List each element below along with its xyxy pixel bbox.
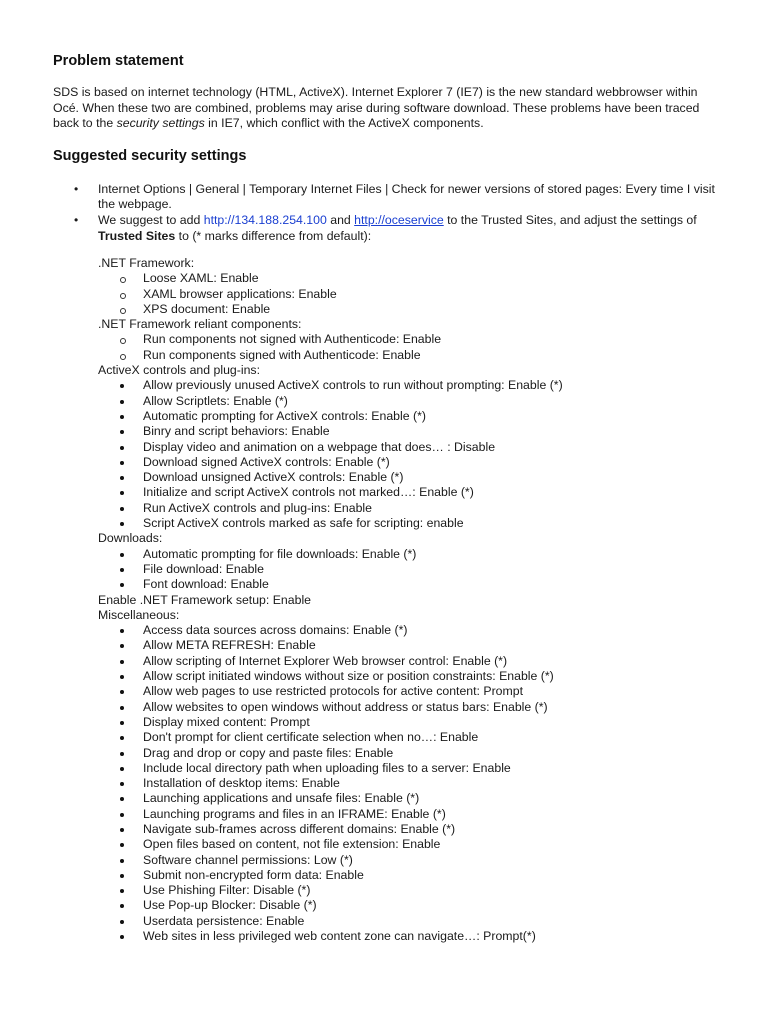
suggestion-text: We suggest to add <box>98 213 204 228</box>
list-item: Loose XAML: Enable <box>98 271 738 286</box>
list-item: Don't prompt for client certificate selection when no…: Enable <box>98 730 738 745</box>
list-item: Userdata persistence: Enable <box>98 914 738 929</box>
para-text: SDS is based on internet technology (HTML, ActiveX). Internet Explorer 7 (IE7) is the new standard webbrowser within Océ. When these two are combined, problems may arise during software download. These problems have been traced back to the <box>53 85 700 130</box>
list-item: Font download: Enable <box>98 577 738 592</box>
list-item: Allow script initiated windows without size or position constraints: Enable (*) <box>98 669 738 684</box>
suggestion-list <box>53 182 733 244</box>
link-oceservice[interactable]: http://oceservice <box>354 213 444 228</box>
para-italic-text: security settings <box>116 116 205 130</box>
para-text: in IE7, which conflict with the ActiveX components. <box>204 116 484 130</box>
list-item: Allow websites to open windows without address or status bars: Enable (*) <box>98 700 738 715</box>
list-item: Run components signed with Authenticode: Enable <box>98 348 738 363</box>
list-item: Run ActiveX controls and plug-ins: Enable <box>98 501 738 516</box>
suggestion-text: to the Trusted Sites, and adjust the settings of <box>443 213 697 228</box>
list-item: Automatic prompting for file downloads: Enable (*) <box>98 547 738 562</box>
suggestion-item <box>53 213 733 243</box>
link-ip-address[interactable]: http://134.188.254.100 <box>203 213 327 228</box>
list-item: Run components not signed with Authenticode: Enable <box>98 332 738 347</box>
list-item: Download signed ActiveX controls: Enable (*) <box>98 455 738 470</box>
list-item: Installation of desktop items: Enable <box>98 776 738 791</box>
list-item: XAML browser applications: Enable <box>98 287 738 302</box>
group-label-net-framework: .NET Framework: <box>98 256 195 270</box>
list-item: Launching programs and files in an IFRAME: Enable (*) <box>98 807 738 822</box>
activex-list <box>98 378 738 531</box>
list-item: Access data sources across domains: Enable (*) <box>98 623 738 638</box>
list-item: Script ActiveX controls marked as safe for scripting: enable <box>98 516 738 531</box>
list-item: Submit non-encrypted form data: Enable <box>98 868 738 883</box>
list-item: Binry and script behaviors: Enable <box>98 424 738 439</box>
list-item: Download unsigned ActiveX controls: Enable (*) <box>98 470 738 485</box>
list-item: Software channel permissions: Low (*) <box>98 853 738 868</box>
suggestion-text: to (* marks difference from default): <box>175 228 372 243</box>
group-label-activex: ActiveX controls and plug-ins: <box>98 363 260 378</box>
list-item: Display video and animation on a webpage that does… : Disable <box>98 440 738 455</box>
group-label-downloads: Downloads: <box>98 531 163 546</box>
suggestion-text: and <box>326 213 355 228</box>
heading-suggested-settings: Suggested security settings <box>53 148 247 164</box>
list-item: Automatic prompting for ActiveX controls: Enable (*) <box>98 409 738 424</box>
group-label-net-reliant: .NET Framework reliant components: <box>98 317 302 332</box>
misc-list <box>98 623 738 944</box>
list-item: Initialize and script ActiveX controls not marked…: Enable (*) <box>98 485 738 500</box>
list-item: Allow scripting of Internet Explorer Web browser control: Enable (*) <box>98 654 738 669</box>
list-item: Drag and drop or copy and paste files: Enable <box>98 746 738 761</box>
list-item: XPS document: Enable <box>98 302 738 317</box>
group-label-misc: Miscellaneous: <box>98 607 180 622</box>
list-item: Launching applications and unsafe files: Enable (*) <box>98 791 738 806</box>
list-item: Use Phishing Filter: Disable (*) <box>98 883 738 898</box>
net-reliant-list <box>98 332 738 363</box>
suggestion-text: Internet Options | General | Temporary Internet Files | Check for newer versions of stored pages: Every time I visit the webpage. <box>98 182 715 212</box>
trusted-sites-bold: Trusted Sites <box>98 228 176 243</box>
list-item: Allow web pages to use restricted protocols for active content: Prompt <box>98 684 738 699</box>
list-item: File download: Enable <box>98 562 738 577</box>
net-framework-list <box>98 271 738 317</box>
list-item: Allow Scriptlets: Enable (*) <box>98 394 738 409</box>
list-item: Use Pop-up Blocker: Disable (*) <box>98 898 738 913</box>
problem-paragraph <box>53 85 723 132</box>
list-item: Open files based on content, not file extension: Enable <box>98 837 738 852</box>
group-label-net-setup: Enable .NET Framework setup: Enable <box>98 592 312 607</box>
suggestion-item <box>53 182 733 212</box>
list-item: Web sites in less privileged web content zone can navigate…: Prompt(*) <box>98 929 738 944</box>
trusted-sites-settings <box>98 256 738 944</box>
downloads-list <box>98 547 738 593</box>
list-item: Navigate sub-frames across different domains: Enable (*) <box>98 822 738 837</box>
list-item: Display mixed content: Prompt <box>98 715 738 730</box>
list-item: Include local directory path when uploading files to a server: Enable <box>98 761 738 776</box>
heading-problem-statement: Problem statement <box>53 53 184 69</box>
list-item: Allow previously unused ActiveX controls to run without prompting: Enable (*) <box>98 378 738 393</box>
list-item: Allow META REFRESH: Enable <box>98 638 738 653</box>
